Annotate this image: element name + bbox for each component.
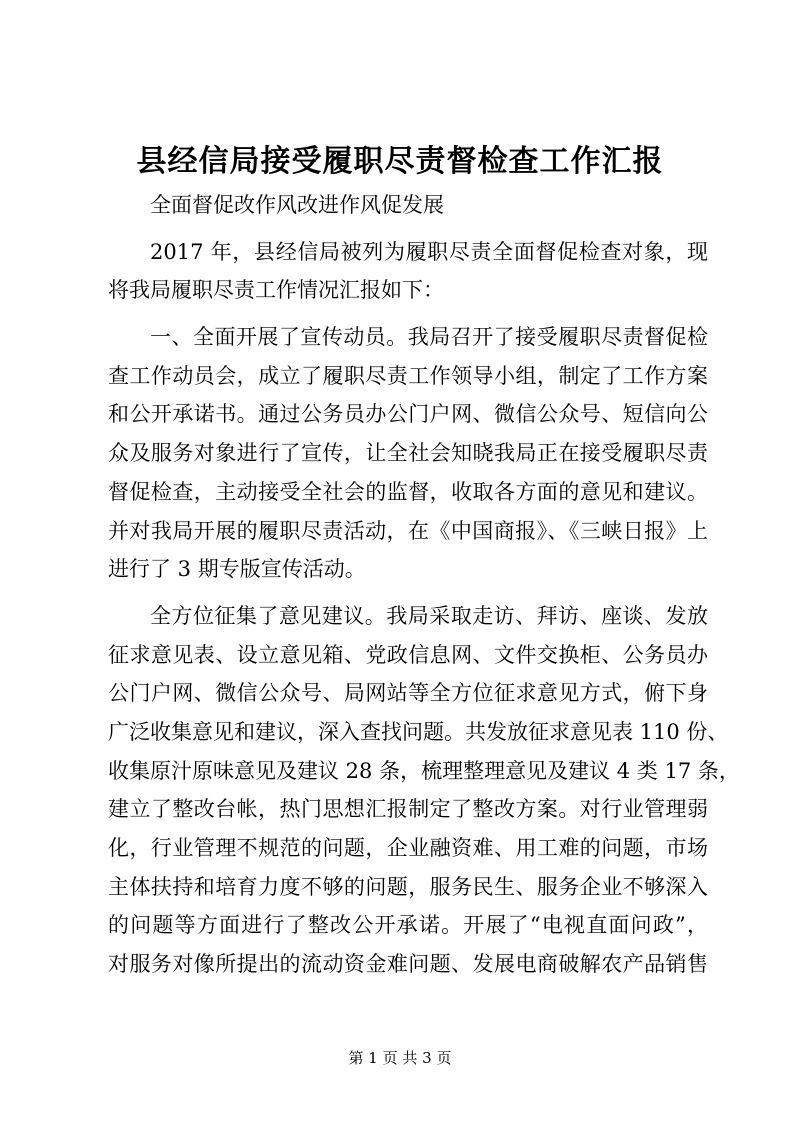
paragraph-line: 众及服务对象进行了宣传，让全社会知晓我局正在接受履职尽责 (108, 441, 708, 466)
paragraph-line: 将我局履职尽责工作情况汇报如下： (108, 278, 444, 303)
paragraph-line: 对服务对像所提出的流动资金难问题、发展电商破解农产品销售 (108, 952, 708, 977)
paragraph-line: 并对我局开展的履职尽责活动，在《中国商报》、《三峡日报》上 (108, 518, 708, 543)
paragraph-line: 一、全面开展了宣传动员。我局召开了接受履职尽责督促检 (150, 325, 708, 350)
paragraph-line: 广泛收集意见和建议，深入查找问题。共发放征求意见表 110 份、 (108, 719, 729, 744)
paragraph-line: 2017 年，县经信局被列为履职尽责全面督促检查对象，现 (150, 239, 708, 264)
paragraph-line: 督促检查，主动接受全社会的监督，收取各方面的意见和建议。 (108, 479, 708, 504)
paragraph-line: 化，行业管理不规范的问题，企业融资难、用工难的问题，市场 (108, 836, 708, 860)
paragraph-line: 建立了整改台帐，热门思想汇报制定了整改方案。对行业管理弱 (108, 797, 708, 822)
paragraph-line: 和公开承诺书。通过公务员办公门户网、微信公众号、短信向公 (108, 402, 708, 427)
paragraph-line: 公门户网、微信公众号、局网站等全方位征求意见方式，俯下身 (108, 681, 708, 706)
page-number-footer: 第 1 页 共 3 页 (348, 1049, 452, 1067)
paragraph-line: 的问题等方面进行了整改公开承诺。开展了“电视直面问政”， (108, 913, 708, 938)
paragraph-line: 进行了 3 期专版宣传活动。 (108, 557, 366, 582)
paragraph-1 (108, 233, 708, 310)
paragraph-line: 主体扶持和培育力度不够的问题，服务民生、服务企业不够深入 (108, 874, 708, 899)
paragraph-3 (108, 597, 740, 984)
paragraph-line: 收集原汁原味意见及建议 28 条，梳理整理意见及建议 4 类 17 条， (108, 758, 740, 783)
paragraph-line: 查工作动员会，成立了履职尽责工作领导小组，制定了工作方案 (108, 363, 708, 388)
paragraph-line: 征求意见表、设立意见箱、党政信息网、文件交换柜、公务员办 (108, 642, 708, 667)
subtitle-line: 全面督促改作风改进作风促发展 (150, 193, 444, 217)
document-title: 县经信局接受履职尽责督检查工作汇报 (136, 144, 664, 179)
paragraph-2 (108, 318, 708, 589)
document-body (108, 186, 740, 984)
paragraph-line: 全方位征集了意见建议。我局采取走访、拜访、座谈、发放 (150, 603, 708, 628)
